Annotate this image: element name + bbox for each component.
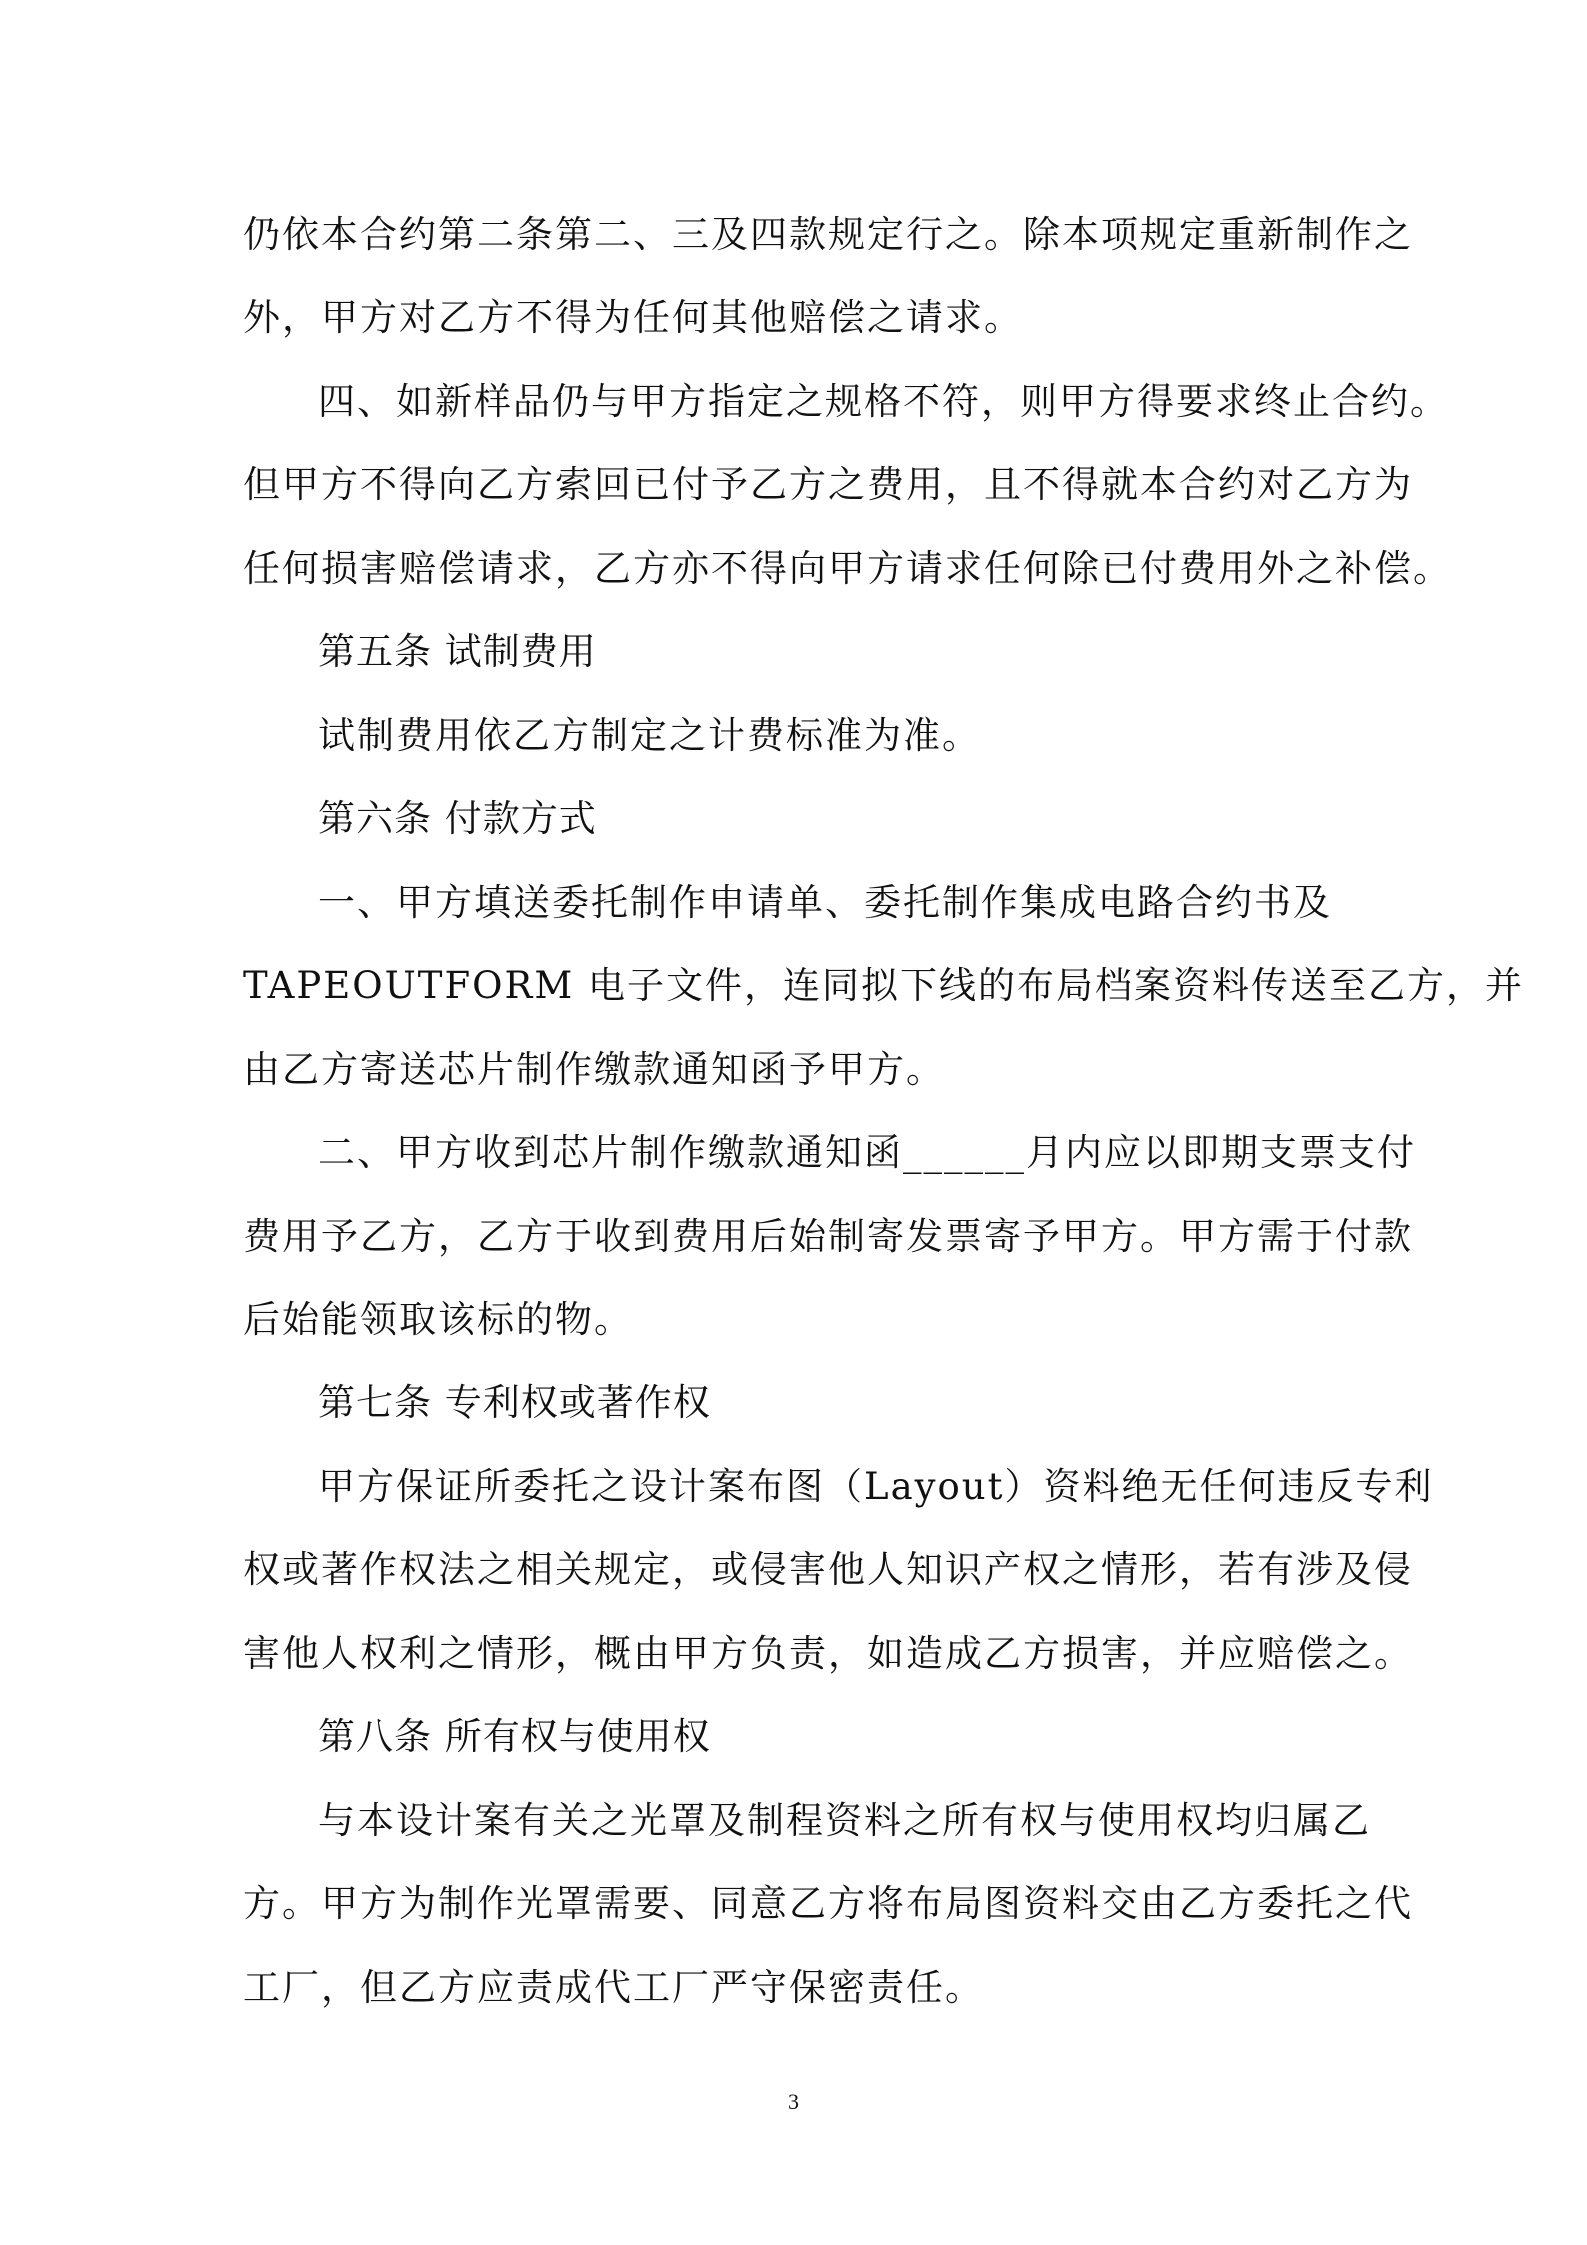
text-line-7: 试制费用依乙方制定之计费标准为准。	[318, 714, 981, 757]
section-heading-7: 第七条 专利权或著作权	[318, 1381, 711, 1424]
text-line-12: 二、甲方收到芯片制作缴款通知函______月内应以即期支票支付	[318, 1131, 1416, 1174]
text-line-4: 但甲方不得向乙方索回已付予乙方之费用，且不得就本合约对乙方为	[243, 463, 1413, 506]
text-line-9: 一、甲方填送委托制作申请单、委托制作集成电路合约书及	[318, 881, 1332, 924]
section-heading-5: 第五条 试制费用	[318, 630, 597, 673]
text-line-1: 仍依本合约第二条第二、三及四款规定行之。除本项规定重新制作之	[243, 213, 1413, 256]
text-line-14: 后始能领取该标的物。	[243, 1298, 633, 1341]
text-line-22: 工厂，但乙方应责成代工厂严守保密责任。	[243, 1966, 984, 2009]
text-line-13: 费用予乙方，乙方于收到费用后始制寄发票寄予甲方。甲方需于付款	[243, 1215, 1413, 1258]
section-heading-6: 第六条 付款方式	[318, 797, 597, 840]
text-line-2: 外，甲方对乙方不得为任何其他赔偿之请求。	[243, 296, 1023, 339]
text-line-18: 害他人权利之情形，概由甲方负责，如造成乙方损害，并应赔偿之。	[243, 1632, 1413, 1675]
text-line-21: 方。甲方为制作光罩需要、同意乙方将布局图资料交由乙方委托之代	[243, 1882, 1413, 1925]
section-heading-8: 第八条 所有权与使用权	[318, 1715, 711, 1758]
text-line-11: 由乙方寄送芯片制作缴款通知函予甲方。	[243, 1048, 945, 1091]
page-number: 3	[788, 2089, 799, 2114]
text-line-17: 权或著作权法之相关规定，或侵害他人知识产权之情形，若有涉及侵	[243, 1548, 1413, 1591]
text-line-20: 与本设计案有关之光罩及制程资料之所有权与使用权均归属乙	[318, 1799, 1371, 1842]
text-line-16: 甲方保证所委托之设计案布图（Layout）资料绝无任何违反专利	[318, 1465, 1434, 1508]
text-line-5: 任何损害赔偿请求，乙方亦不得向甲方请求任何除已付费用外之补偿。	[243, 547, 1452, 590]
text-line-10: TAPEOUTFORM 电子文件，连同拟下线的布局档案资料传送至乙方，并	[243, 964, 1524, 1007]
text-line-3: 四、如新样品仍与甲方指定之规格不符，则甲方得要求终止合约。	[318, 380, 1449, 423]
